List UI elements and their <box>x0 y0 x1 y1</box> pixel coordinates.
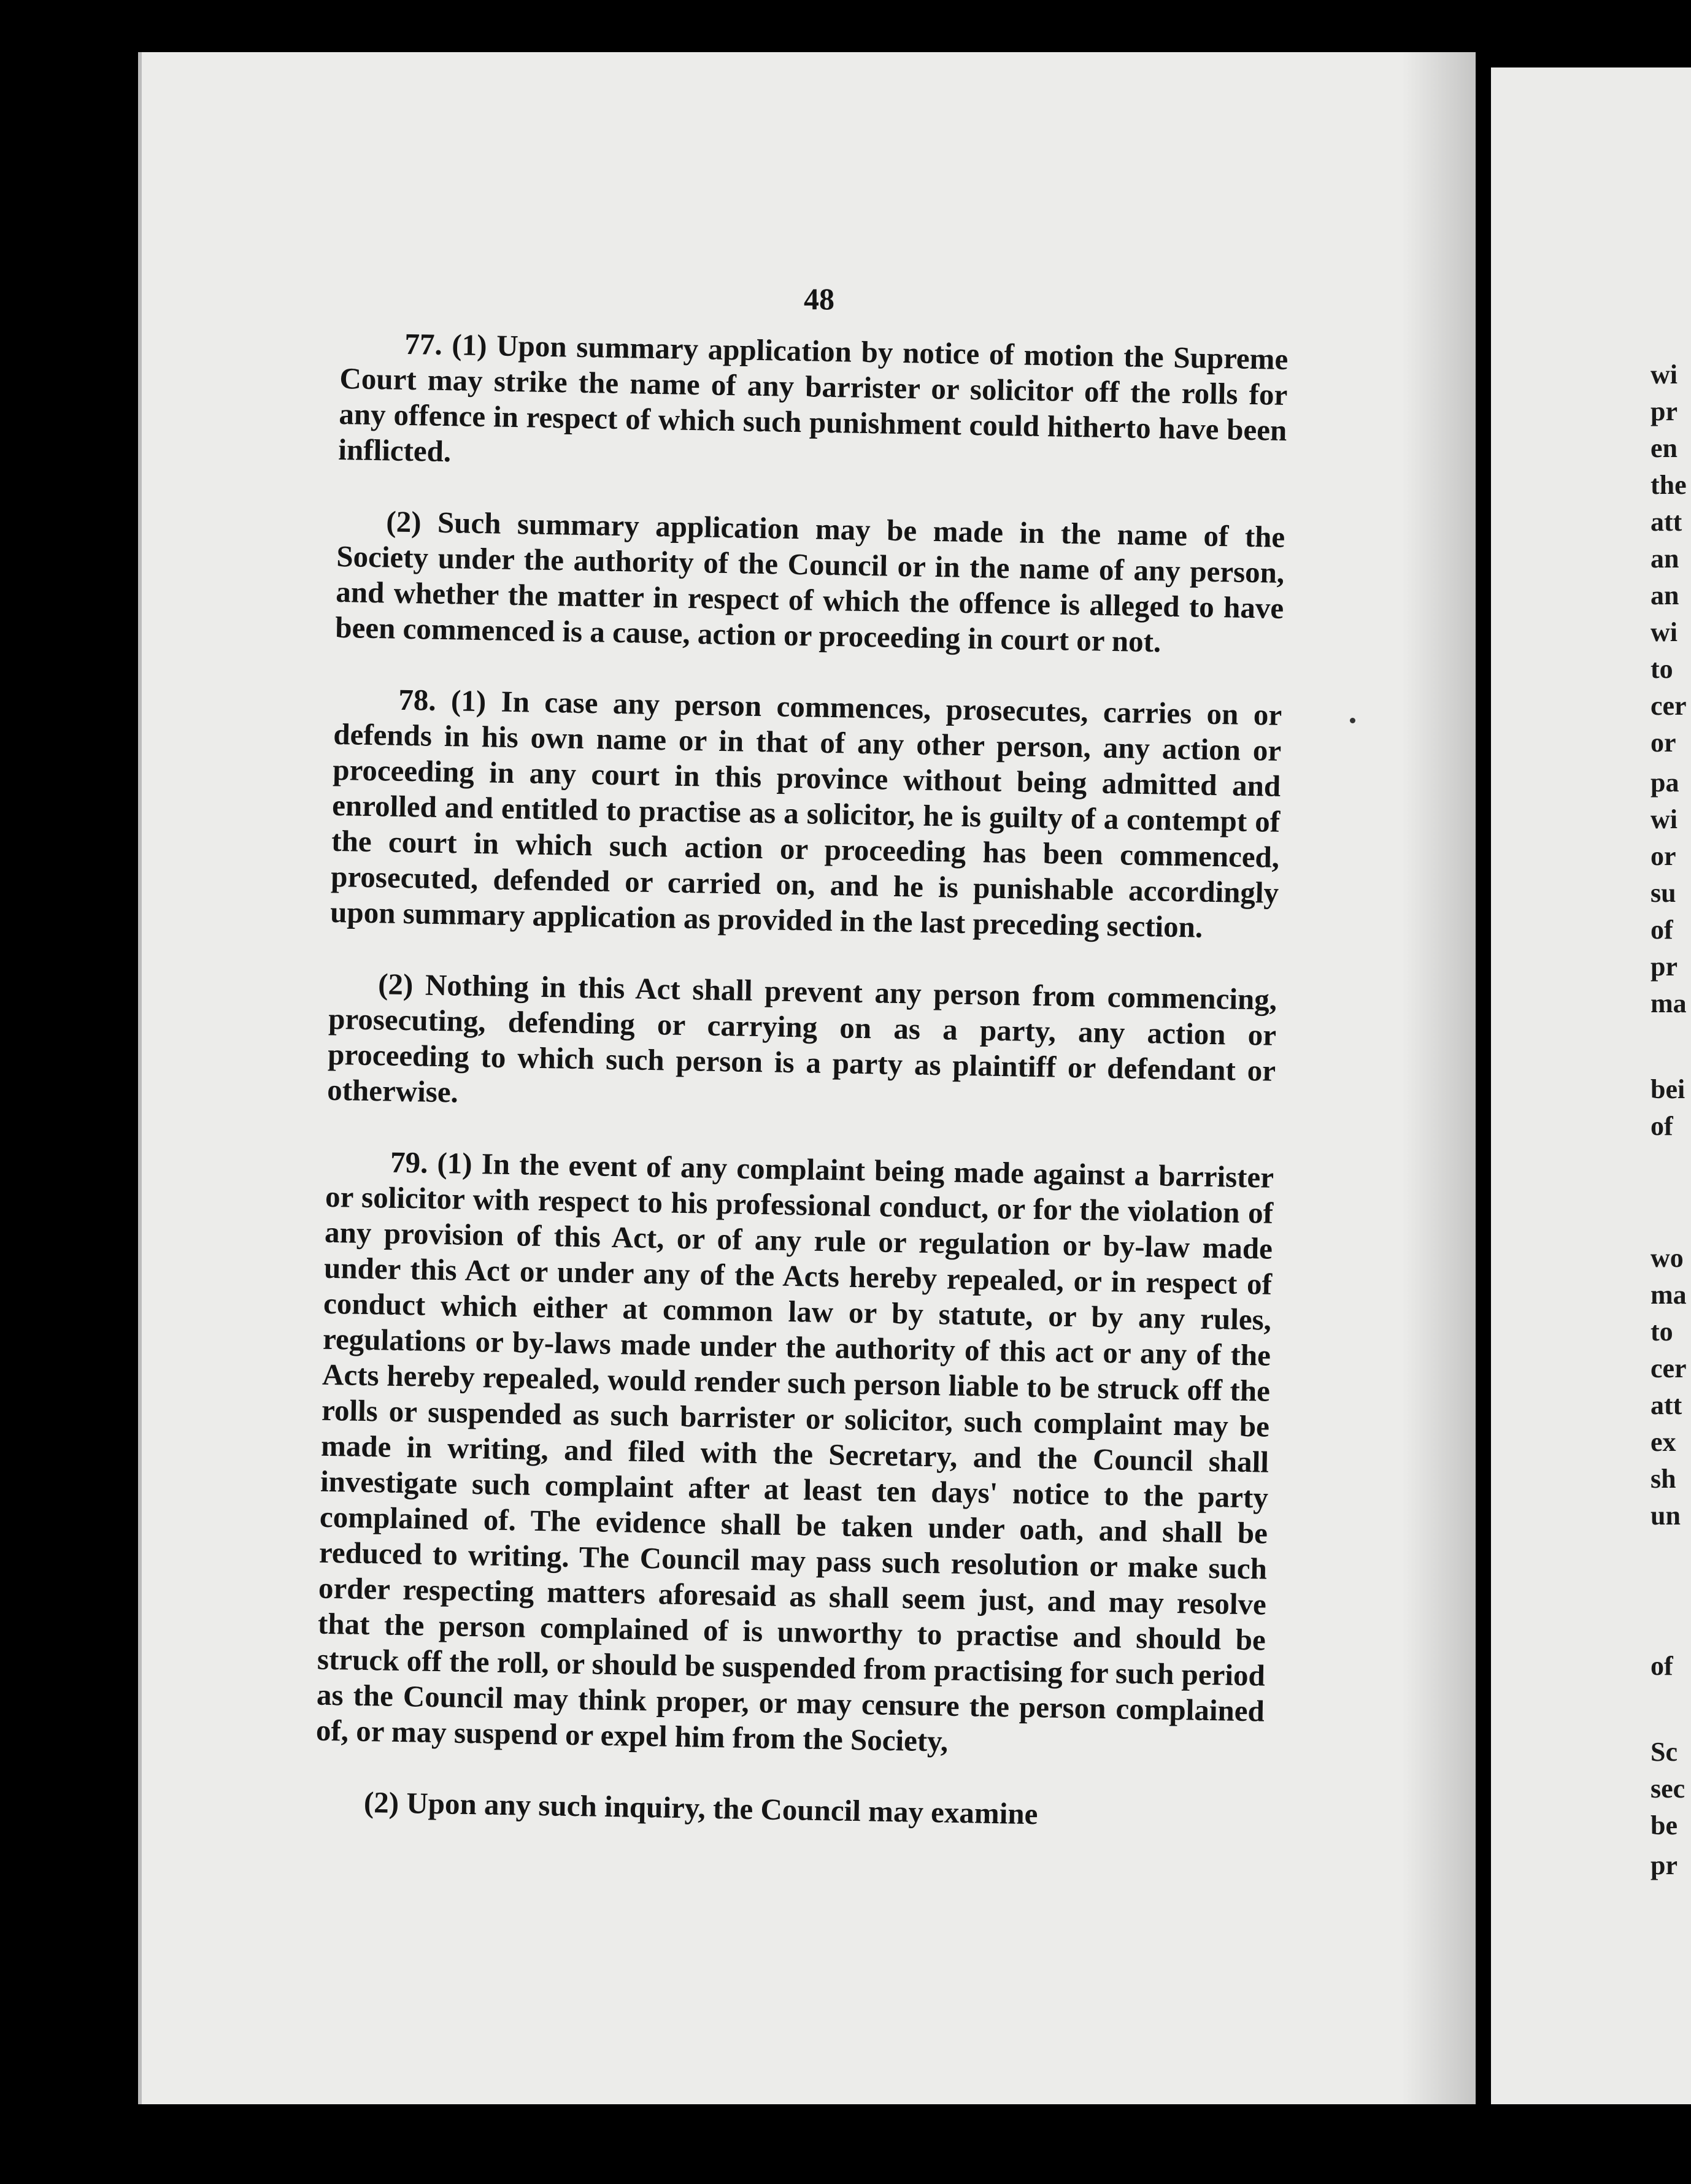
section-78-2: (2) Nothing in this Act shall prevent any person from commencing, prosecuting, defending or carrying on as a party, any action or proceeding to which such person is a party as plaintiff or defendant or otherwise. <box>326 967 1277 1109</box>
page-number: 48 <box>804 282 834 316</box>
section-77-1: 77. (1) Upon summary application by notice of motion the Supreme Court may strike the name of any barrister or solicitor off the rolls for any offence in respect of which such punishment could hitherto have been inflicted. <box>337 326 1288 469</box>
facing-page-fragment: wo <box>1651 1243 1684 1273</box>
body-text <box>314 325 1288 1872</box>
facing-page-fragment: or <box>1651 728 1676 758</box>
facing-page-fragment: of <box>1651 1651 1673 1681</box>
right-page-partial <box>1491 67 1691 2104</box>
gutter-shadow <box>1402 52 1476 2104</box>
facing-page-fragment: wi <box>1651 617 1678 647</box>
section-78-1: 78. (1) In case any person commences, prosecutes, carries on or defends in his own name or in that of any other person, any action or proceeding in any court in this province without being admitted and enrolled and entitled to practise as a solicitor, he is guilty of a contempt of the court in which such action or proceeding has been commenced, prosecuted, defended or carried on, and he is punishable accordingly upon summary application as provided in the last preceding section. <box>329 682 1282 944</box>
facing-page-fragment: en <box>1651 433 1678 463</box>
facing-page-fragment: ma <box>1651 1280 1687 1310</box>
section-79-1: 79. (1) In the event of any complaint being made against a barrister or solicitor with respect to his professional conduct, or for the violation of any provision of this Act, or of any rule or regulation or by-law made under this Act or under any of the Acts hereby repealed, or in respect of conduct which either at common law or by statute, or by any rules, regulations or by-laws made under the authority of this act or any of the Acts hereby repealed, would render such person liable to be struck off the rolls or suspended as such barrister or solicitor, such complaint may be made in writing, and filed with the Secretary, and the Council shall investigate such complaint after at least ten days' notice to the party complained of. The evidence shall be taken under oath, and shall be reduced to writing. The Council may pass such resolution or make such order respecting matters aforesaid as shall seem just, and may resolve that the person complained of is unworthy to practise and should be struck off the roll, or should be suspended from practising for such period as the Council may think proper, or may censure the person complained of, or may suspend or expel him from the Society, <box>315 1145 1274 1758</box>
facing-page-fragment: be <box>1651 1810 1678 1840</box>
facing-page-fragment: wi <box>1651 360 1678 390</box>
facing-page-fragment: Sc <box>1651 1737 1678 1767</box>
facing-page-fragment: sh <box>1651 1464 1676 1494</box>
facing-page-fragment: of <box>1651 915 1673 945</box>
facing-page-fragment: pa <box>1651 767 1679 798</box>
facing-page-fragment: un <box>1651 1501 1681 1531</box>
facing-page-fragment: pr <box>1651 952 1678 982</box>
facing-page-fragment: an <box>1651 544 1679 574</box>
section-79-2: (2) Upon any such inquiry, the Council may examine <box>363 1785 1038 1831</box>
section-77-2: (2) Such summary application may be made in the name of the Society under the authority of the Council or in the name of any person, and whether the matter in respect of which the offence is alleged to have been commenced is a cause, action or proceeding in court or not. <box>334 504 1285 659</box>
facing-page-fragment: or <box>1651 841 1676 871</box>
facing-page-fragment: to <box>1651 654 1673 684</box>
facing-page-fragment: att <box>1651 507 1682 537</box>
facing-page-fragment: ex <box>1651 1427 1676 1457</box>
facing-page-fragment: sec <box>1651 1774 1685 1804</box>
facing-page-fragment: wi <box>1651 804 1678 834</box>
facing-page-fragment: cer <box>1651 1353 1687 1383</box>
facing-page-fragment: bei <box>1651 1074 1685 1104</box>
facing-page-fragment: cer <box>1651 691 1687 721</box>
facing-page-fragment: an <box>1651 580 1679 610</box>
ink-speck <box>1350 718 1355 723</box>
facing-page-fragment: the <box>1651 470 1687 500</box>
facing-page-fragment: att <box>1651 1390 1682 1420</box>
facing-page-fragment: of <box>1651 1111 1673 1141</box>
facing-page-fragment: pr <box>1651 1850 1678 1880</box>
facing-page-fragment: su <box>1651 878 1676 908</box>
facing-page-fragment: ma <box>1651 988 1687 1018</box>
facing-page-fragment: pr <box>1651 396 1678 426</box>
facing-page-fragment: to <box>1651 1317 1673 1347</box>
